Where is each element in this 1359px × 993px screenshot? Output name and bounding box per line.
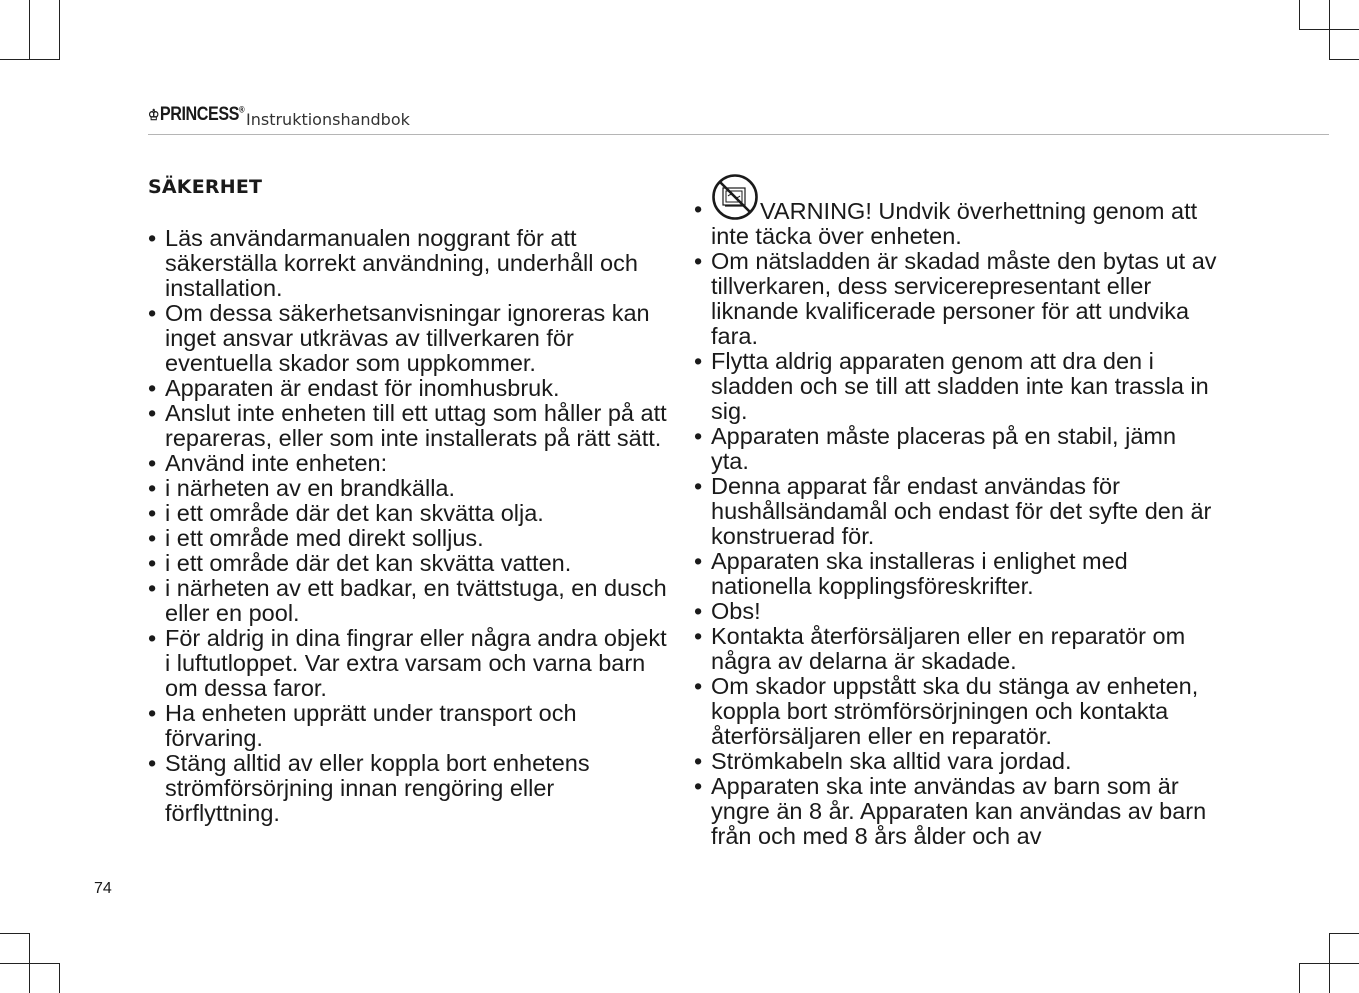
list-item: • Använd inte enheten: — [148, 451, 673, 476]
crop-mark — [59, 963, 60, 993]
list-item: • Ha enheten upprätt under transport och förvaring. — [148, 701, 673, 751]
crop-mark — [1299, 0, 1300, 30]
safety-list-right — [694, 197, 1219, 849]
list-item: • Om skador uppstått ska du stänga av enheten, koppla bort strömförsörjningen och kontakta återförsäljaren eller en reparatör. — [694, 674, 1219, 749]
list-item: • i ett område där det kan skvätta vatten. — [148, 551, 673, 576]
list-item: • i ett område där det kan skvätta olja. — [148, 501, 673, 526]
warning-item — [694, 197, 1219, 249]
crop-mark — [1299, 963, 1300, 993]
crop-mark — [0, 59, 60, 60]
crop-mark — [1329, 0, 1330, 60]
crown-icon: ♔ — [148, 107, 160, 124]
list-item: • Apparaten måste placeras på en stabil, jämn yta. — [694, 424, 1219, 474]
list-item: • Kontakta återförsäljaren eller en reparatör om några av delarna är skadade. — [694, 624, 1219, 674]
list-item: • För aldrig in dina fingrar eller några andra objekt i luftutloppet. Var extra varsam och varna barn om dessa faror. — [148, 626, 673, 701]
crop-mark — [1330, 59, 1359, 60]
list-item: • Om nätsladden är skadad måste den bytas ut av tillverkaren, dess servicerepresentant eller liknande kvalificerade personer för att undvika fara. — [694, 249, 1219, 349]
list-item: • Läs användarmanualen noggrant för att säkerställa korrekt användning, underhåll och installation. — [148, 226, 673, 301]
page-number: 74 — [94, 880, 112, 897]
list-item: • Apparaten ska inte användas av barn som är yngre än 8 år. Apparaten kan användas av barn från och med 8 års ålder och av — [694, 774, 1219, 849]
crop-mark — [1299, 963, 1359, 964]
list-item: • i närheten av ett badkar, en tvättstuga, en dusch eller en pool. — [148, 576, 673, 626]
safety-list-left — [148, 226, 673, 826]
section-title: SÄKERHET — [148, 176, 263, 198]
left-column — [148, 226, 673, 826]
list-item: • Anslut inte enheten till ett uttag som håller på att repareras, eller som inte installerats på rätt sätt. — [148, 401, 673, 451]
brand-logo: ♔PRINCESS® — [148, 104, 245, 125]
list-item: • Apparaten är endast för inomhusbruk. — [148, 376, 673, 401]
warning-text: VARNING! Undvik överhettning genom att inte täcka över enheten. — [711, 198, 1198, 249]
list-item: • i ett område med direkt solljus. — [148, 526, 673, 551]
crop-mark — [0, 933, 30, 934]
crop-mark — [29, 0, 30, 60]
list-item: • Strömkabeln ska alltid vara jordad. — [694, 749, 1219, 774]
list-item: • Denna apparat får endast användas för hushållsändamål och endast för det syfte den är konstruerad för. — [694, 474, 1219, 549]
document-title: Instruktionshandbok — [246, 110, 410, 129]
list-item: • Obs! — [694, 599, 1219, 624]
crop-mark — [1329, 933, 1359, 934]
right-column — [694, 197, 1219, 849]
list-item: • Flytta aldrig apparaten genom att dra den i sladden och se till att sladden inte kan trassla in sig. — [694, 349, 1219, 424]
crop-mark — [0, 963, 60, 964]
crop-mark — [59, 0, 60, 60]
list-item: • Apparaten ska installeras i enlighet med nationella kopplingsföreskrifter. — [694, 549, 1219, 599]
list-item: • i närheten av en brandkälla. — [148, 476, 673, 501]
header-divider — [148, 134, 1329, 135]
list-item: • Om dessa säkerhetsanvisningar ignoreras kan inget ansvar utkrävas av tillverkaren för eventuella skador som uppkommer. — [148, 301, 673, 376]
list-item: • Stäng alltid av eller koppla bort enhetens strömförsörjning innan rengöring eller förflyttning. — [148, 751, 673, 826]
do-not-cover-icon — [711, 173, 759, 221]
